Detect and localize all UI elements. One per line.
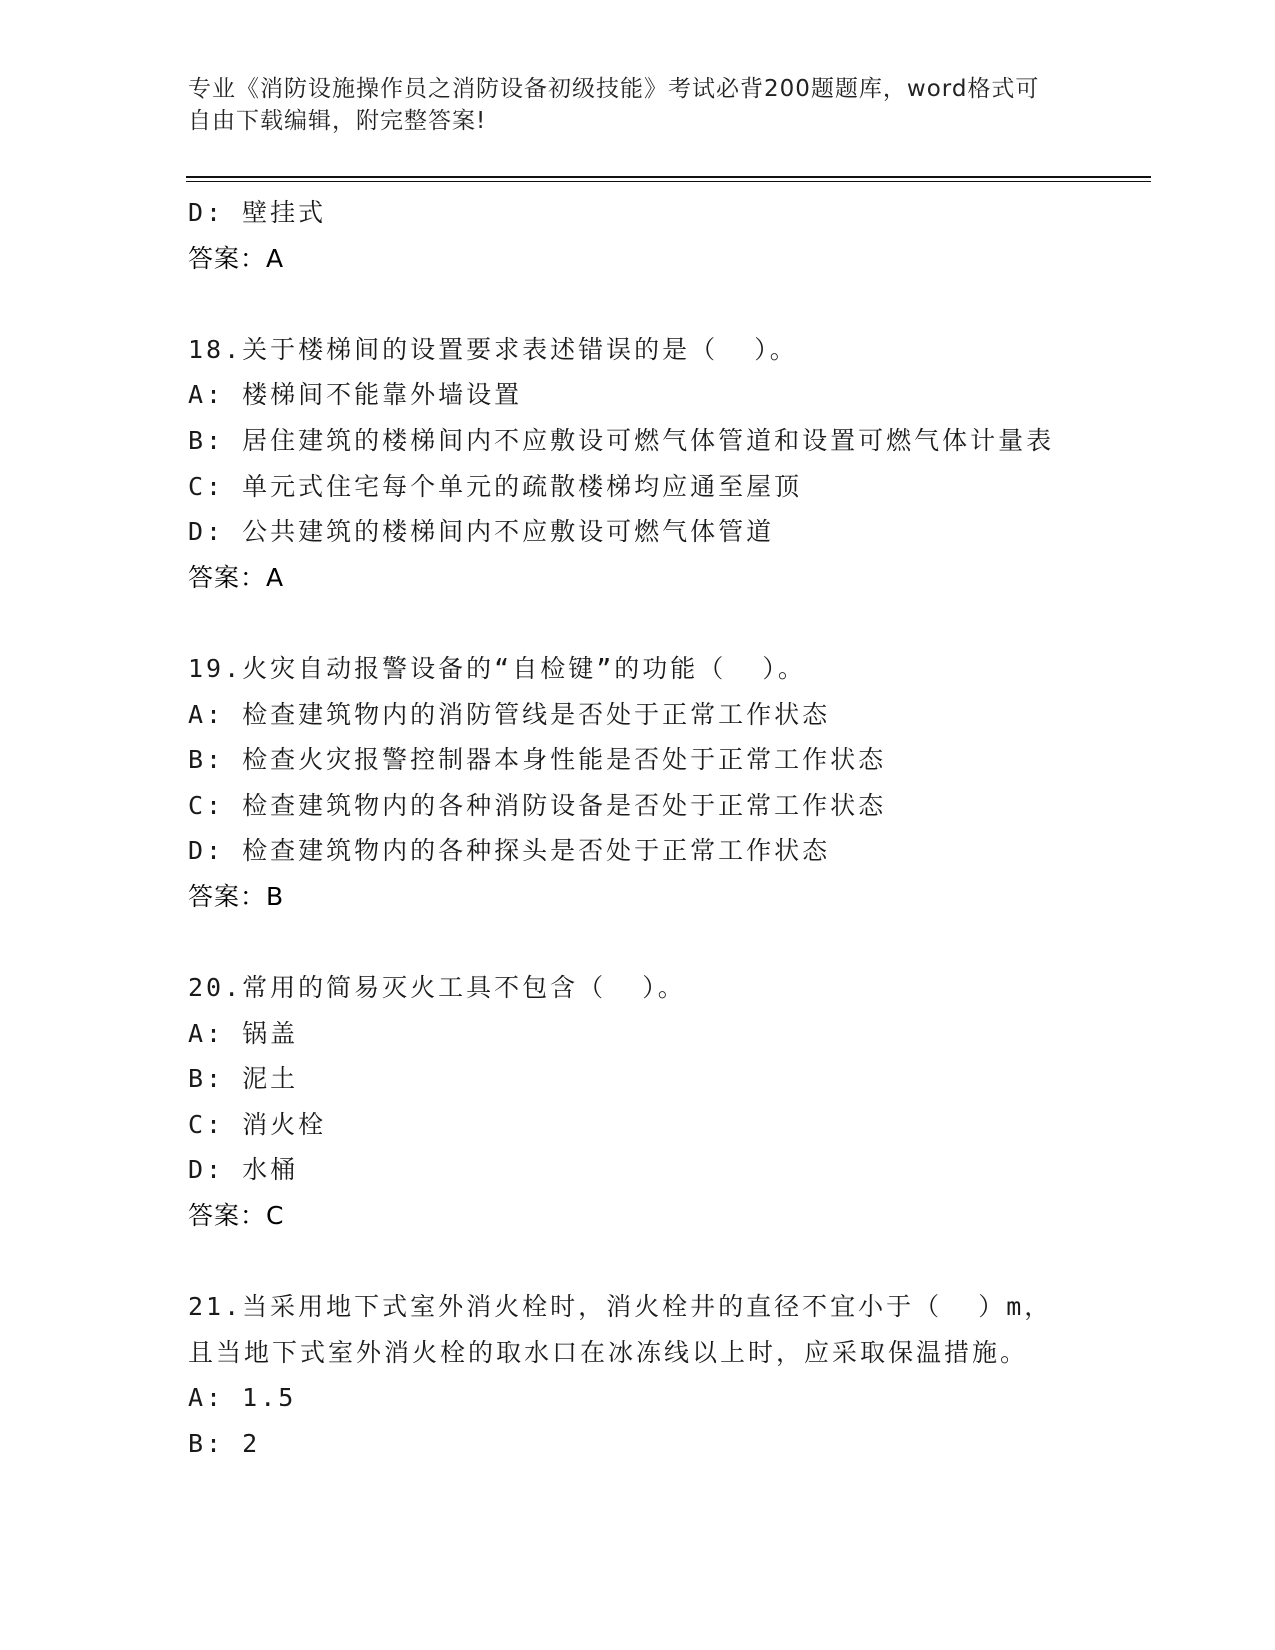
question-18	[188, 327, 1148, 601]
option-a: A: 1.5	[188, 1383, 297, 1413]
spacer	[188, 1239, 1148, 1285]
option-d: D: 检查建筑物内的各种探头是否处于正常工作状态	[188, 836, 831, 866]
question-stem: 20.常用的简易灭火工具不包含（ ）。	[188, 973, 686, 1003]
option-b: B: 2	[188, 1429, 261, 1459]
option-b: B: 泥土	[188, 1064, 299, 1094]
header-rule-thin	[186, 181, 1151, 182]
header-line-2: 自由下载编辑，附完整答案!	[188, 108, 487, 134]
option-b: B: 检查火灾报警控制器本身性能是否处于正常工作状态	[188, 745, 887, 775]
answer-line: 答案：C	[188, 1201, 285, 1231]
answer-line: 答案：A	[188, 562, 285, 592]
spacer	[188, 600, 1148, 646]
answer-line: 答案：B	[188, 881, 285, 911]
option-a: A: 楼梯间不能靠外墙设置	[188, 380, 523, 410]
option-c: C: 消火栓	[188, 1109, 327, 1139]
spacer	[188, 281, 1148, 327]
option-b: B: 居住建筑的楼梯间内不应敷设可燃气体管道和设置可燃气体计量表	[188, 425, 1055, 455]
option-d: D: 壁挂式	[188, 198, 327, 227]
option-d: D: 公共建筑的楼梯间内不应敷设可燃气体管道	[188, 517, 775, 547]
question-21	[188, 1284, 1148, 1466]
question-content	[188, 190, 1148, 1467]
option-c: C: 检查建筑物内的各种消防设备是否处于正常工作状态	[188, 790, 887, 820]
question-stem: 19.火灾自动报警设备的“自检键”的功能（ ）。	[188, 653, 806, 683]
page-header	[188, 73, 1088, 137]
spacer	[188, 920, 1148, 966]
option-d: D: 水桶	[188, 1155, 299, 1185]
question-stem: 18.关于楼梯间的设置要求表述错误的是（ ）。	[188, 334, 798, 364]
option-a: A: 锅盖	[188, 1018, 299, 1048]
answer-line: 答案：A	[188, 243, 285, 273]
question-stem-line-2: 且当地下式室外消火栓的取水口在冰冻线以上时，应采取保温措施。	[188, 1337, 1029, 1367]
header-rule-thick	[186, 176, 1151, 178]
question-19	[188, 646, 1148, 920]
question-20	[188, 965, 1148, 1239]
question-stem-line-1: 21.当采用地下式室外消火栓时，消火栓井的直径不宜小于（ ）m，	[188, 1292, 1053, 1322]
option-a: A: 检查建筑物内的消防管线是否处于正常工作状态	[188, 699, 831, 729]
header-line-1: 专业《消防设施操作员之消防设备初级技能》考试必背200题题库，word格式可	[188, 76, 1040, 102]
option-c: C: 单元式住宅每个单元的疏散楼梯均应通至屋顶	[188, 471, 803, 501]
